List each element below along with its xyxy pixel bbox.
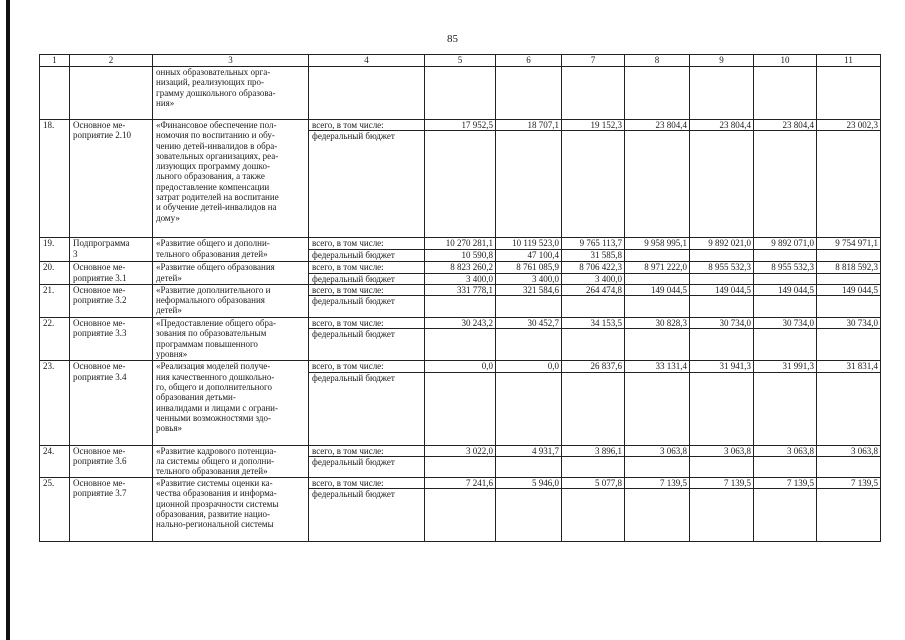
amount-cell: 30 734,0 bbox=[690, 318, 754, 329]
scan-left-edge-bar bbox=[6, 0, 10, 640]
amount-cell: 17 952,5 bbox=[425, 120, 496, 131]
amount-cell: 34 153,5 bbox=[562, 318, 625, 329]
row-number-cell: 19. bbox=[40, 238, 70, 262]
amount-cell: 7 241,6 bbox=[425, 478, 496, 489]
row-number-cell: 23. bbox=[40, 361, 70, 445]
funding-source-cell: федеральный бюджет bbox=[309, 457, 425, 478]
amount-cell bbox=[496, 372, 562, 445]
table-row bbox=[40, 361, 881, 372]
amount-cell: 5 077,8 bbox=[562, 478, 625, 489]
amount-cell: 30 243,2 bbox=[425, 318, 496, 329]
funding-source-cell: всего, в том числе: bbox=[309, 445, 425, 456]
amount-cell: 30 734,0 bbox=[817, 318, 881, 329]
amount-cell: 3 400,0 bbox=[425, 273, 496, 284]
amount-cell: 26 837,6 bbox=[562, 361, 625, 372]
amount-cell: 9 958 995,1 bbox=[625, 238, 690, 250]
amount-cell bbox=[754, 131, 817, 238]
funding-source-cell: федеральный бюджет bbox=[309, 273, 425, 284]
amount-cell bbox=[625, 250, 690, 262]
column-number-cell: 6 bbox=[496, 55, 562, 67]
funding-source-cell: федеральный бюджет bbox=[309, 296, 425, 318]
column-number-cell: 11 bbox=[817, 55, 881, 67]
amount-cell: 10 270 281,1 bbox=[425, 238, 496, 250]
column-number-cell: 5 bbox=[425, 55, 496, 67]
amount-cell: 30 734,0 bbox=[754, 318, 817, 329]
amount-cell: 7 139,5 bbox=[754, 478, 817, 489]
funding-source-cell: всего, в том числе: bbox=[309, 238, 425, 250]
activity-name-cell bbox=[70, 67, 153, 120]
activity-name-cell: Основное ме- роприятие 3.1 bbox=[70, 262, 153, 285]
amount-cell: 149 044,5 bbox=[625, 284, 690, 295]
amount-cell: 3 063,8 bbox=[690, 445, 754, 456]
table-row bbox=[40, 120, 881, 131]
amount-cell: 9 754 971,1 bbox=[817, 238, 881, 250]
activity-name-cell: Основное ме- роприятие 2.10 bbox=[70, 120, 153, 238]
amount-cell: 321 584,6 bbox=[496, 284, 562, 295]
amount-cell: 9 892 021,0 bbox=[690, 238, 754, 250]
column-number-row bbox=[40, 55, 881, 67]
amount-cell: 31 831,4 bbox=[817, 361, 881, 372]
amount-cell: 23 804,4 bbox=[754, 120, 817, 131]
amount-cell: 3 400,0 bbox=[562, 273, 625, 284]
row-number-cell: 22. bbox=[40, 318, 70, 361]
activity-name-cell: Подпрограмма 3 bbox=[70, 238, 153, 262]
funding-source-cell: всего, в том числе: bbox=[309, 478, 425, 489]
amount-cell: 30 452,7 bbox=[496, 318, 562, 329]
funding-source-cell: федеральный бюджет bbox=[309, 329, 425, 361]
amount-cell bbox=[754, 67, 817, 120]
amount-cell: 23 804,4 bbox=[690, 120, 754, 131]
activity-description-cell: «Развитие общего и дополни- тельного образования детей» bbox=[153, 238, 309, 262]
amount-cell: 3 063,8 bbox=[625, 445, 690, 456]
amount-cell: 3 063,8 bbox=[817, 445, 881, 456]
activity-name-cell: Основное ме- роприятие 3.3 bbox=[70, 318, 153, 361]
amount-cell: 31 991,3 bbox=[754, 361, 817, 372]
activity-description-cell: «Развитие дополнительного и неформального образования детей» bbox=[153, 284, 309, 317]
amount-cell: 149 044,5 bbox=[817, 284, 881, 295]
amount-cell: 8 706 422,3 bbox=[562, 262, 625, 273]
amount-cell: 31 941,3 bbox=[690, 361, 754, 372]
amount-cell bbox=[625, 372, 690, 445]
amount-cell: 23 804,4 bbox=[625, 120, 690, 131]
amount-cell: 149 044,5 bbox=[754, 284, 817, 295]
amount-cell: 3 400,0 bbox=[496, 273, 562, 284]
funding-source-cell: всего, в том числе: bbox=[309, 318, 425, 329]
amount-cell bbox=[754, 273, 817, 284]
amount-cell bbox=[562, 489, 625, 542]
amount-cell: 18 707,1 bbox=[496, 120, 562, 131]
amount-cell bbox=[425, 131, 496, 238]
row-number-cell bbox=[40, 67, 70, 120]
column-number-cell: 10 bbox=[754, 55, 817, 67]
table-body bbox=[40, 55, 881, 542]
funding-source-cell: федеральный бюджет bbox=[309, 250, 425, 262]
amount-cell bbox=[817, 250, 881, 262]
amount-cell bbox=[425, 457, 496, 478]
amount-cell bbox=[496, 67, 562, 120]
amount-cell bbox=[817, 457, 881, 478]
amount-cell bbox=[496, 489, 562, 542]
amount-cell bbox=[425, 489, 496, 542]
activity-description-cell: «Предоставление общего обра- зования по образовательным программам повышенного уровня» bbox=[153, 318, 309, 361]
activity-description-cell: онных образовательных орга- низаций, реализующих про- грамму дошкольного образова- ния» bbox=[153, 67, 309, 120]
amount-cell: 7 139,5 bbox=[817, 478, 881, 489]
amount-cell bbox=[690, 489, 754, 542]
row-number-cell: 18. bbox=[40, 120, 70, 238]
amount-cell: 23 002,3 bbox=[817, 120, 881, 131]
activity-description-cell: «Реализация моделей получе- ния качественного дошкольно- го, общего и дополнительного образования детьми- инвалидами и лицами с ограни- ченными возможностями здо- ровья» bbox=[153, 361, 309, 445]
amount-cell: 8 818 592,3 bbox=[817, 262, 881, 273]
amount-cell bbox=[562, 67, 625, 120]
amount-cell bbox=[754, 489, 817, 542]
amount-cell bbox=[817, 296, 881, 318]
amount-cell bbox=[496, 296, 562, 318]
amount-cell bbox=[690, 273, 754, 284]
amount-cell: 5 946,0 bbox=[496, 478, 562, 489]
table-row bbox=[40, 445, 881, 456]
amount-cell: 7 139,5 bbox=[625, 478, 690, 489]
activity-description-cell: «Развитие кадрового потенциа- ла системы общего и дополни- тельного образования детей» bbox=[153, 445, 309, 477]
amount-cell bbox=[817, 329, 881, 361]
table-row bbox=[40, 262, 881, 273]
funding-source-cell: федеральный бюджет bbox=[309, 372, 425, 445]
amount-cell: 4 931,7 bbox=[496, 445, 562, 456]
amount-cell bbox=[562, 296, 625, 318]
amount-cell: 10 590,8 bbox=[425, 250, 496, 262]
activity-description-cell: «Развитие системы оценки ка- чества образования и информа- ционной прозрачности системы образования, развитие нацио- нально-региональной системы bbox=[153, 478, 309, 542]
amount-cell bbox=[425, 372, 496, 445]
page-number: 85 bbox=[447, 33, 458, 45]
budget-table bbox=[39, 54, 881, 542]
amount-cell bbox=[496, 329, 562, 361]
amount-cell: 30 828,3 bbox=[625, 318, 690, 329]
column-number-cell: 7 bbox=[562, 55, 625, 67]
amount-cell: 264 474,8 bbox=[562, 284, 625, 295]
amount-cell: 8 823 260,2 bbox=[425, 262, 496, 273]
amount-cell bbox=[690, 131, 754, 238]
amount-cell bbox=[754, 250, 817, 262]
amount-cell bbox=[625, 131, 690, 238]
amount-cell bbox=[754, 329, 817, 361]
amount-cell: 19 152,3 bbox=[562, 120, 625, 131]
funding-source-cell bbox=[309, 67, 425, 120]
amount-cell bbox=[625, 457, 690, 478]
column-number-cell: 4 bbox=[309, 55, 425, 67]
activity-name-cell: Основное ме- роприятие 3.4 bbox=[70, 361, 153, 445]
amount-cell: 8 761 085,9 bbox=[496, 262, 562, 273]
amount-cell bbox=[425, 329, 496, 361]
activity-name-cell: Основное ме- роприятие 3.2 bbox=[70, 284, 153, 317]
amount-cell: 3 896,1 bbox=[562, 445, 625, 456]
row-number-cell: 21. bbox=[40, 284, 70, 317]
funding-source-cell: всего, в том числе: bbox=[309, 284, 425, 295]
amount-cell: 8 955 532,3 bbox=[754, 262, 817, 273]
activity-description-cell: «Финансовое обеспечение пол- номочия по воспитанию и обу- чению детей-инвалидов в обра- зовательных организациях, реа- лизующих программу дошко- льного образования, а также предоставление компенсации затрат родителей на воспитание и обучение детей-инвалидов на дому» bbox=[153, 120, 309, 238]
amount-cell bbox=[690, 372, 754, 445]
amount-cell bbox=[754, 372, 817, 445]
amount-cell bbox=[817, 131, 881, 238]
amount-cell: 149 044,5 bbox=[690, 284, 754, 295]
amount-cell bbox=[625, 296, 690, 318]
amount-cell bbox=[817, 372, 881, 445]
amount-cell bbox=[817, 489, 881, 542]
activity-description-cell: «Развитие общего образования детей» bbox=[153, 262, 309, 285]
amount-cell bbox=[425, 296, 496, 318]
table-row bbox=[40, 238, 881, 250]
amount-cell: 47 100,4 bbox=[496, 250, 562, 262]
amount-cell: 3 063,8 bbox=[754, 445, 817, 456]
funding-source-cell: федеральный бюджет bbox=[309, 489, 425, 542]
table-row bbox=[40, 284, 881, 295]
amount-cell bbox=[496, 131, 562, 238]
funding-source-cell: всего, в том числе: bbox=[309, 120, 425, 131]
amount-cell bbox=[562, 329, 625, 361]
funding-source-cell: всего, в том числе: bbox=[309, 262, 425, 273]
row-number-cell: 25. bbox=[40, 478, 70, 542]
amount-cell bbox=[496, 457, 562, 478]
amount-cell bbox=[690, 296, 754, 318]
amount-cell: 9 892 071,0 bbox=[754, 238, 817, 250]
column-number-cell: 2 bbox=[70, 55, 153, 67]
table-row bbox=[40, 67, 881, 120]
amount-cell: 0,0 bbox=[496, 361, 562, 372]
amount-cell bbox=[690, 329, 754, 361]
amount-cell bbox=[625, 273, 690, 284]
amount-cell: 331 778,1 bbox=[425, 284, 496, 295]
amount-cell bbox=[425, 67, 496, 120]
activity-name-cell: Основное ме- роприятие 3.6 bbox=[70, 445, 153, 477]
funding-source-cell: федеральный бюджет bbox=[309, 131, 425, 238]
amount-cell bbox=[690, 250, 754, 262]
amount-cell: 3 022,0 bbox=[425, 445, 496, 456]
amount-cell: 8 971 222,0 bbox=[625, 262, 690, 273]
amount-cell bbox=[562, 457, 625, 478]
activity-name-cell: Основное ме- роприятие 3.7 bbox=[70, 478, 153, 542]
amount-cell: 0,0 bbox=[425, 361, 496, 372]
amount-cell bbox=[625, 67, 690, 120]
table-row bbox=[40, 478, 881, 489]
amount-cell: 9 765 113,7 bbox=[562, 238, 625, 250]
amount-cell bbox=[817, 67, 881, 120]
amount-cell bbox=[754, 296, 817, 318]
column-number-cell: 1 bbox=[40, 55, 70, 67]
column-number-cell: 3 bbox=[153, 55, 309, 67]
amount-cell bbox=[754, 457, 817, 478]
row-number-cell: 24. bbox=[40, 445, 70, 477]
amount-cell bbox=[562, 131, 625, 238]
amount-cell bbox=[690, 67, 754, 120]
amount-cell: 31 585,8 bbox=[562, 250, 625, 262]
amount-cell bbox=[562, 372, 625, 445]
amount-cell: 33 131,4 bbox=[625, 361, 690, 372]
amount-cell bbox=[690, 457, 754, 478]
table-row bbox=[40, 318, 881, 329]
row-number-cell: 20. bbox=[40, 262, 70, 285]
amount-cell: 10 119 523,0 bbox=[496, 238, 562, 250]
amount-cell: 8 955 532,3 bbox=[690, 262, 754, 273]
column-number-cell: 9 bbox=[690, 55, 754, 67]
amount-cell bbox=[817, 273, 881, 284]
amount-cell bbox=[625, 329, 690, 361]
amount-cell bbox=[625, 489, 690, 542]
amount-cell: 7 139,5 bbox=[690, 478, 754, 489]
funding-source-cell: всего, в том числе: bbox=[309, 361, 425, 372]
column-number-cell: 8 bbox=[625, 55, 690, 67]
